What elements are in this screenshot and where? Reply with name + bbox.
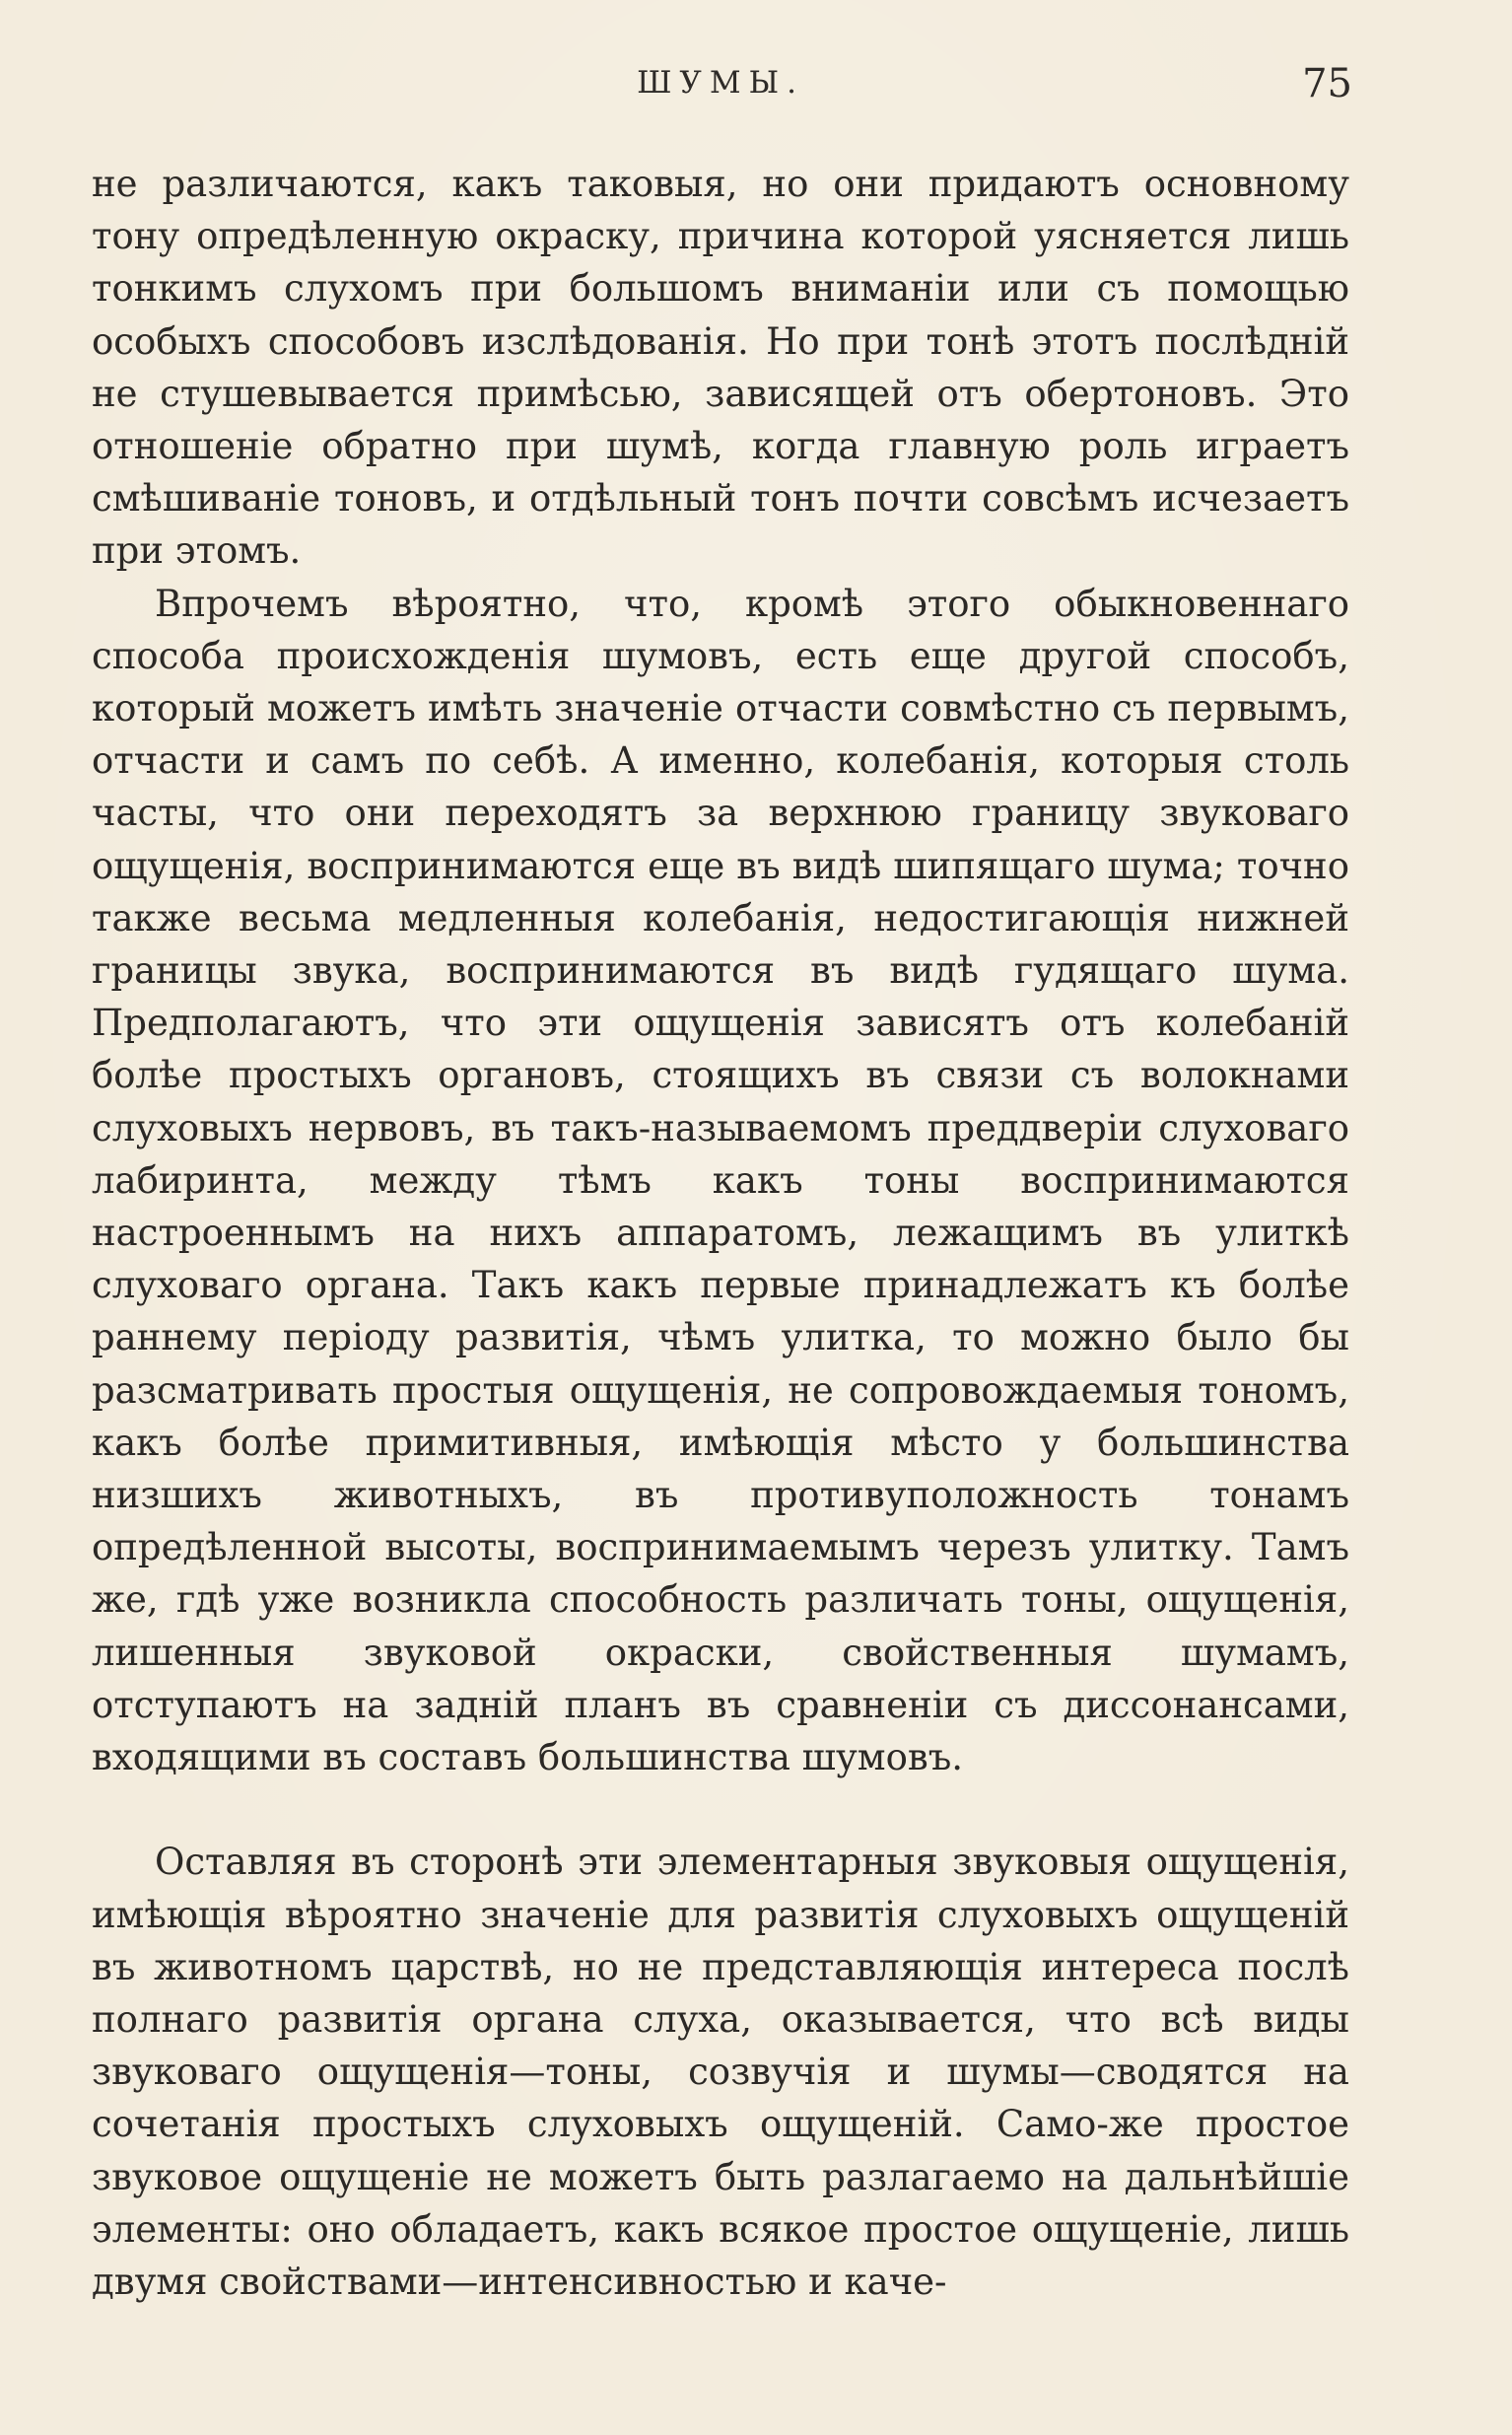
page-header (89, 61, 1352, 116)
page-number: 75 (1302, 61, 1352, 106)
paragraph: Впрочемъ вѣроятно, что, кромѣ этого обыкновеннаго способа происхожденія шумовъ, есть еще другой способъ, который можетъ имѣть значеніе отчасти совмѣстно съ первымъ, отчасти и самъ по себѣ. А именно, колебанія, которыя столь часты, что они переходятъ за верхнюю границу звуковаго ощущенія, воспринимаются еще въ видѣ шипящаго шума; точно также весьма медленныя колебанія, недостигающія нижней границы звука, воспринимаются въ видѣ гудящаго шума. Предполагаютъ, что эти ощущенія зависятъ отъ колебаній болѣе простыхъ органовъ, стоящихъ въ связи съ волокнами слуховыхъ нервовъ, въ такъ-называемомъ преддверіи слуховаго лабиринта, между тѣмъ какъ тоны воспринимаются настроеннымъ на нихъ аппаратомъ, лежащимъ въ улиткѣ слуховаго органа. Такъ какъ первые принадлежатъ къ болѣе раннему періоду развитія, чѣмъ улитка, то можно было бы разсматривать простыя ощущенія, не сопровождаемыя тономъ, какъ болѣе примитивныя, имѣющія мѣсто у большинства низшихъ животныхъ, въ противуположность тонамъ опредѣленной высоты, воспринимаемымъ черезъ улитку. Тамъ же, гдѣ уже возникла способность различать тоны, ощущенія, лишенныя звуковой окраски, свойственныя шумамъ, отступаютъ на задній планъ въ сравненіи съ диссонансами, входящими въ составъ большинства шумовъ. (92, 582, 1349, 1779)
running-head: ШУМЫ. (637, 65, 804, 101)
paragraph-continuation: не различаются, какъ таковыя, но они придаютъ основному тону опредѣленную окраску, причина которой уясняется лишь тонкимъ слухомъ при большомъ вниманіи или съ помощью особыхъ способовъ изслѣдованія. Но при тонѣ этотъ послѣдній не стушевывается примѣсью, зависящей отъ обертоновъ. Это отношеніе обратно при шумѣ, когда главную роль играетъ смѣшиваніе тоновъ, и отдѣльный тонъ почти совсѣмъ исчезаетъ при этомъ. (92, 163, 1349, 573)
page-body (92, 158, 1349, 2308)
paragraph-new-section: Оставляя въ сторонѣ эти элементарныя звуковыя ощущенія, имѣющія вѣроятно значеніе для развитія слуховыхъ ощущеній въ животномъ царствѣ, но не представляющія интереса послѣ полнаго развитія органа слуха, оказывается, что всѣ виды звуковаго ощущенія—тоны, созвучія и шумы—сводятся на сочетанія простыхъ слуховыхъ ощущеній. Само-же простое звуковое ощущеніе не можетъ быть разлагаемо на дальнѣйшіе элементы: оно обладаетъ, какъ всякое простое ощущеніе, лишь двумя свойствами—интенсивностью и каче- (92, 1841, 1349, 2303)
